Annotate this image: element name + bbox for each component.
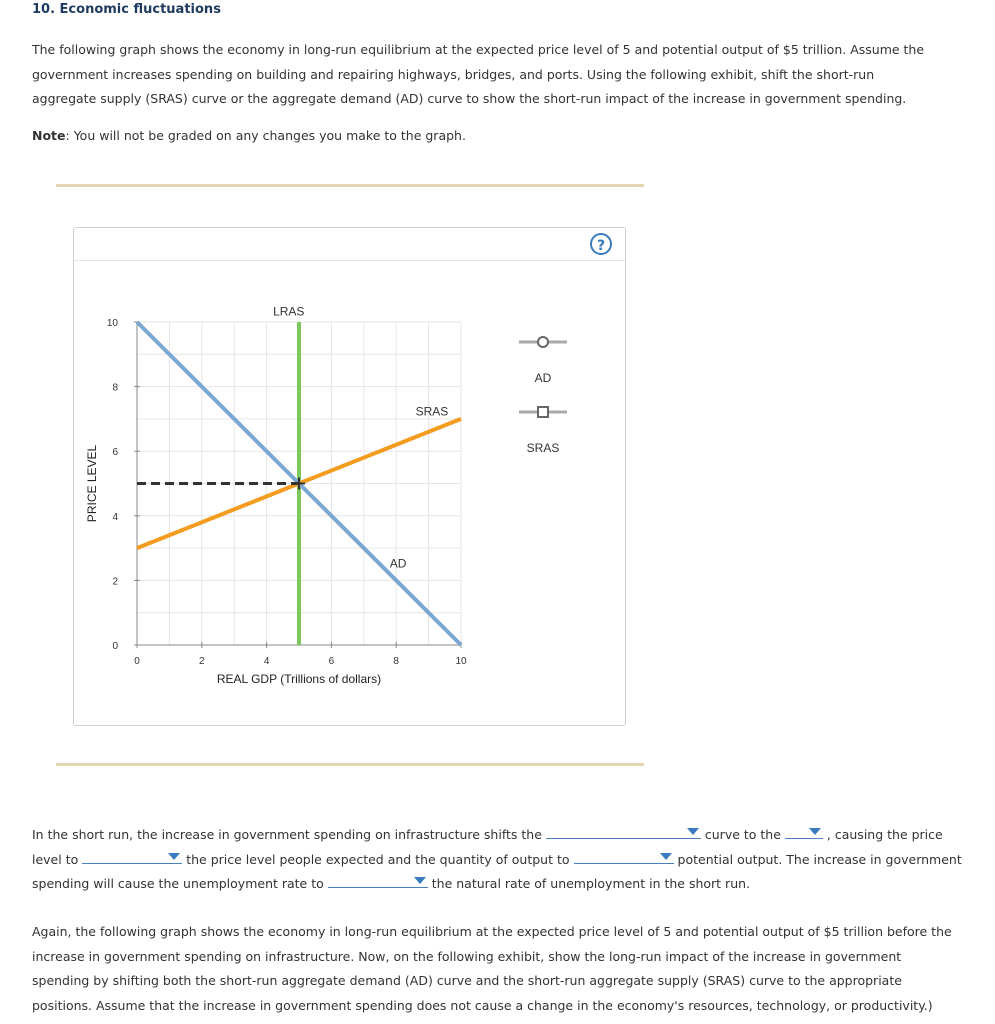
question-text-2: curve to the [704,827,781,842]
second-exhibit-paragraph: Again, the following graph shows the economy in long-run equilibrium at the expected price level of 5 and potential output of $5 trillion before the increase in government spending on infrastructure. Now, on the following exhibit, show the long-run impact of the increase in government spending by shifting both the short-run aggregate demand (AD) curve and the short-run aggregate supply (SRAS) curve to the appropriate positions. Assume that the increase in government spending does not cause a change in the economy's resources, technology, or productivity.) [32,924,952,1013]
y-tick-label: 0 [112,641,118,652]
bottom-divider [56,763,644,766]
question-text-6: potential output. The increase in government [677,851,962,867]
x-tick-label: 8 [393,656,399,667]
y-tick-label: 2 [112,576,118,588]
y-axis-title: PRICE LEVEL [85,444,99,523]
question-title: 10. Economic fluctuations [32,2,221,17]
x-tick-label: 4 [263,656,270,667]
palette-handle-circle [538,337,548,347]
palette-label-sras: SRAS [526,441,560,455]
x-tick-label: 10 [455,656,467,667]
curve-palette [519,337,567,455]
note-label: Note [32,128,66,143]
chart-axes [85,318,467,686]
chevron-down-icon [660,853,672,860]
question-text-3: , causing the price [826,827,943,842]
output-dropdown[interactable] [574,849,674,864]
palette-handle-square [538,407,548,417]
y-tick-label: 6 [112,447,118,459]
question-text-1: In the short run, the increase in government spending on infrastructure shifts the [32,827,542,842]
chevron-down-icon [414,877,426,884]
intro-paragraph: The following graph shows the economy in long-run equilibrium at the expected price level of 5 and potential output of $5 trillion. Assume the government increases spending on building and repairing highways, bridges, and ports. Using the following exhibit, shift the short-run aggregate supply (SRAS) curve or the aggregate demand (AD) curve to show the short-run impact of the increase in government spending. [32,42,925,106]
question-text-5: the price level people expected and the quantity of output to [186,851,570,867]
note-text: : You will not be graded on any changes you make to the graph. [65,128,466,143]
unemployment-dropdown[interactable] [328,873,428,888]
chevron-down-icon [168,853,180,860]
fill-in-question [32,823,962,897]
palette-label-ad: AD [534,371,552,385]
x-tick-label: 0 [134,656,140,667]
chevron-down-icon [687,828,699,835]
curve-label-ad: AD [389,556,407,571]
price-level-dropdown[interactable] [82,849,182,864]
question-text-4: level to [32,851,79,867]
y-tick-label: 8 [112,382,118,394]
question-text-8: the natural rate of unemployment in the short run. [431,876,751,891]
x-tick-label: 2 [199,656,205,667]
help-icon[interactable]: ? [590,233,612,255]
y-tick-label: 4 [112,511,118,523]
y-tick-label: 10 [106,318,118,329]
curve-dropdown[interactable] [546,824,701,839]
direction-dropdown[interactable] [785,824,823,839]
question-text-7: spending will cause the unemployment rate to [32,876,324,891]
chevron-down-icon [809,828,821,835]
x-tick-label: 6 [328,656,335,667]
curve-label-sras: SRAS [415,404,449,419]
curve-label-lras: LRAS [273,304,305,319]
x-axis-title: REAL GDP (Trillions of dollars) [216,672,382,686]
